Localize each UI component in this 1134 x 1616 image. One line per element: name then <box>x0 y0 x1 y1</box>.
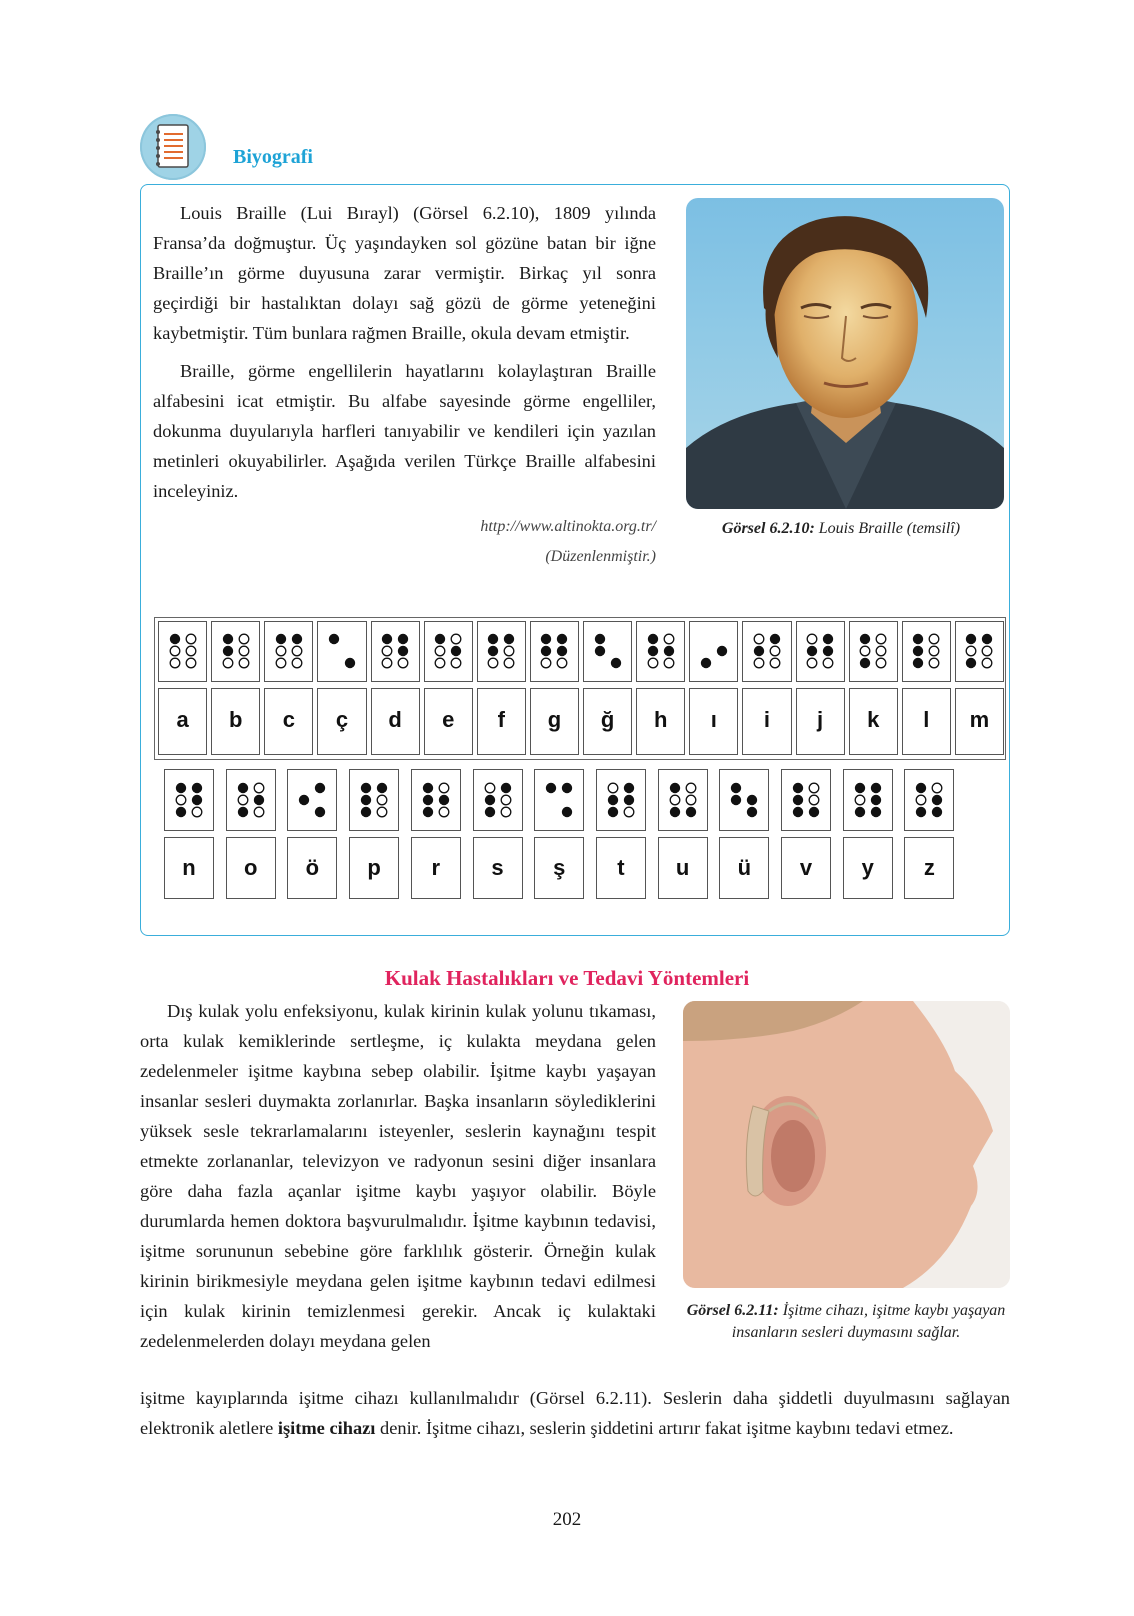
braille-cell <box>411 769 461 831</box>
braille-cell <box>534 769 584 831</box>
braille-cell <box>689 621 738 682</box>
braille-dot-empty <box>451 658 461 668</box>
braille-letter: b <box>228 707 243 732</box>
braille-dot-raised <box>731 783 741 793</box>
braille-letter: y <box>861 855 874 880</box>
braille-dot-raised <box>663 646 673 656</box>
braille-dot-empty <box>754 634 764 644</box>
braille-dot-raised <box>854 783 864 793</box>
braille-dots <box>325 631 361 673</box>
braille-letter-cell <box>534 837 584 899</box>
braille-dot-empty <box>223 658 233 668</box>
braille-letter: z <box>923 855 935 880</box>
braille-dot-raised <box>701 658 711 668</box>
braille-cell <box>287 769 337 831</box>
braille-dot-raised <box>345 658 355 668</box>
braille-letter-cell <box>287 837 337 899</box>
braille-cell <box>781 769 831 831</box>
braille-letter: n <box>182 855 196 880</box>
braille-letter-cell <box>349 837 399 899</box>
braille-dot-empty <box>170 658 180 668</box>
braille-dots <box>166 631 202 673</box>
braille-letter: t <box>617 855 625 880</box>
braille-dot-empty <box>176 795 186 805</box>
braille-dot-empty <box>254 783 264 793</box>
braille-dot-raised <box>594 646 604 656</box>
braille-cell <box>424 621 473 682</box>
braille-letter: ı <box>710 707 717 732</box>
braille-dot-raised <box>916 783 926 793</box>
braille-dot-raised <box>361 807 371 817</box>
braille-letter: r <box>431 855 441 880</box>
braille-cell <box>902 621 951 682</box>
braille-dot-raised <box>222 646 232 656</box>
braille-dot-raised <box>793 783 803 793</box>
braille-dot-raised <box>435 634 445 644</box>
braille-letter-cell <box>411 837 461 899</box>
braille-letter: j <box>817 707 824 732</box>
braille-cell <box>596 769 646 831</box>
braille-letter-cell <box>781 837 831 899</box>
braille-dot-raised <box>966 658 976 668</box>
braille-letter: m <box>969 707 990 732</box>
braille-dot-raised <box>854 807 864 817</box>
braille-dot-raised <box>647 634 657 644</box>
braille-letter-cell <box>843 837 893 899</box>
braille-dot-empty <box>558 658 568 668</box>
braille-dots <box>750 631 786 673</box>
braille-dot-empty <box>439 783 449 793</box>
braille-dot-raised <box>932 807 942 817</box>
braille-letter: i <box>763 707 770 732</box>
braille-dot-raised <box>860 658 870 668</box>
braille-dot-empty <box>505 646 515 656</box>
braille-cell <box>843 769 893 831</box>
braille-dots <box>219 631 255 673</box>
braille-dot-raised <box>562 783 572 793</box>
braille-dots <box>727 780 763 822</box>
section-title: Kulak Hastalıkları ve Tedavi Yöntemleri <box>384 966 750 990</box>
braille-dot-raised <box>610 658 620 668</box>
braille-dot-empty <box>239 634 249 644</box>
braille-dot-raised <box>398 634 408 644</box>
braille-row-1 <box>154 617 1006 760</box>
braille-dot-empty <box>770 658 780 668</box>
braille-dot-raised <box>966 634 976 644</box>
braille-dot-empty <box>807 658 817 668</box>
braille-dot-raised <box>669 807 679 817</box>
braille-dot-empty <box>876 634 886 644</box>
braille-cell <box>164 769 214 831</box>
braille-letter: l <box>923 707 930 732</box>
braille-dot-empty <box>823 658 833 668</box>
braille-dot-raised <box>541 634 551 644</box>
braille-cell <box>636 621 685 682</box>
braille-letter: e <box>442 707 455 732</box>
braille-dot-raised <box>237 783 247 793</box>
braille-dots <box>789 780 825 822</box>
braille-letter-cell <box>317 688 366 755</box>
braille-cell <box>226 769 276 831</box>
braille-dot-raised <box>608 795 618 805</box>
braille-dot-raised <box>329 634 339 644</box>
braille-dots <box>909 631 945 673</box>
braille-dot-raised <box>484 795 494 805</box>
braille-dot-empty <box>439 807 449 817</box>
braille-dot-raised <box>793 795 803 805</box>
braille-letter-cell <box>371 688 420 755</box>
braille-dot-raised <box>276 634 286 644</box>
braille-dot-raised <box>488 646 498 656</box>
source-url: http://www.altinokta.org.tr/ <box>480 518 656 535</box>
braille-dot-raised <box>382 634 392 644</box>
braille-dots <box>542 780 578 822</box>
braille-dot-empty <box>398 658 408 668</box>
braille-dot-empty <box>876 658 886 668</box>
braille-dot-raised <box>916 807 926 817</box>
braille-letter: ü <box>737 855 752 880</box>
braille-dot-raised <box>608 807 618 817</box>
braille-dot-raised <box>647 646 657 656</box>
braille-dots <box>234 780 270 822</box>
braille-letter-cell <box>583 688 632 755</box>
braille-dot-raised <box>192 783 202 793</box>
braille-letter: ş <box>553 855 566 880</box>
braille-letter: f <box>497 707 505 732</box>
braille-cell <box>849 621 898 682</box>
braille-dots <box>378 631 414 673</box>
braille-letter: s <box>491 855 504 880</box>
braille-dot-raised <box>500 783 510 793</box>
braille-dot-raised <box>546 783 556 793</box>
braille-dot-raised <box>823 646 833 656</box>
braille-dots <box>481 780 517 822</box>
braille-letter-cell <box>849 688 898 755</box>
braille-cell <box>583 621 632 682</box>
braille-dot-empty <box>930 658 940 668</box>
braille-dots <box>856 631 892 673</box>
braille-dots <box>697 631 733 673</box>
braille-row-2 <box>154 769 1006 899</box>
braille-letter: ç <box>335 707 349 732</box>
braille-dot-raised <box>557 646 567 656</box>
braille-letter: ö <box>305 855 320 880</box>
braille-dot-empty <box>505 658 515 668</box>
braille-cell <box>796 621 845 682</box>
braille-dot-raised <box>423 807 433 817</box>
braille-dots <box>644 631 680 673</box>
braille-dot-empty <box>933 783 943 793</box>
braille-dot-empty <box>292 646 302 656</box>
braille-dot-raised <box>913 658 923 668</box>
braille-dot-empty <box>664 634 674 644</box>
braille-letter-cell <box>226 837 276 899</box>
page-number: 202 <box>552 1509 582 1530</box>
braille-dot-empty <box>435 658 445 668</box>
braille-dot-empty <box>608 783 618 793</box>
braille-letter-cell <box>796 688 845 755</box>
braille-dot-raised <box>451 646 461 656</box>
braille-dot-empty <box>276 646 286 656</box>
braille-letter: d <box>388 707 402 732</box>
braille-letter-cell <box>164 837 214 899</box>
braille-dot-raised <box>292 634 302 644</box>
braille-dots <box>484 631 520 673</box>
braille-cell <box>742 621 791 682</box>
braille-dot-empty <box>670 795 680 805</box>
braille-dot-raised <box>932 795 942 805</box>
braille-dot-raised <box>299 795 309 805</box>
braille-dot-empty <box>770 646 780 656</box>
braille-dot-raised <box>504 634 514 644</box>
braille-letter-cell <box>264 688 313 755</box>
braille-letter: k <box>867 707 880 732</box>
braille-dot-raised <box>377 783 387 793</box>
braille-cell <box>719 769 769 831</box>
braille-dots <box>537 631 573 673</box>
braille-dot-empty <box>451 634 461 644</box>
braille-dot-raised <box>807 646 817 656</box>
braille-dot-raised <box>423 783 433 793</box>
braille-dot-empty <box>860 646 870 656</box>
braille-dot-empty <box>192 807 202 817</box>
braille-letter-cell <box>658 837 708 899</box>
hearing-aid-caption: Görsel 6.2.11: İşitme cihazı, işitme kaybı yaşayan insanların sesleri duymasını sağlar. <box>686 1302 1006 1341</box>
braille-dots <box>419 780 455 822</box>
braille-dot-empty <box>170 646 180 656</box>
braille-dot-raised <box>823 634 833 644</box>
braille-dot-raised <box>731 795 741 805</box>
braille-dot-raised <box>754 646 764 656</box>
braille-letter-cell <box>530 688 579 755</box>
braille-cell <box>955 621 1004 682</box>
braille-dot-raised <box>624 783 634 793</box>
braille-dot-raised <box>669 783 679 793</box>
braille-dot-empty <box>435 646 445 656</box>
braille-dot-empty <box>377 795 387 805</box>
biography-paragraph-1: Louis Braille (Lui Bırayl) (Görsel 6.2.10), 1809 yılında Fransa’da doğmuştur. Üç yaşındayken sol gözüne batan bir iğne Braille’ın görme duyusuna zarar vermiştir. Birkaç yıl sonra geçirdiği bir hastalıktan dolayı sağ gözü de görme yeteneğini kaybetmiştir. Tüm bunlara rağmen Braille, okula devam etmiştir. <box>153 203 656 343</box>
braille-cell <box>264 621 313 682</box>
braille-dot-empty <box>186 658 196 668</box>
braille-dot-raised <box>913 646 923 656</box>
source-note: (Düzenlenmiştir.) <box>545 548 656 565</box>
braille-letter: o <box>243 855 258 880</box>
braille-dot-empty <box>238 795 248 805</box>
braille-cell <box>658 769 708 831</box>
braille-dot-raised <box>747 795 757 805</box>
braille-dot-empty <box>855 795 865 805</box>
biography-text <box>153 198 656 506</box>
braille-letter: c <box>282 707 295 732</box>
braille-dot-raised <box>541 646 551 656</box>
braille-dot-empty <box>917 795 927 805</box>
braille-dots <box>357 780 393 822</box>
braille-letter: p <box>367 855 381 880</box>
braille-letter-cell <box>742 688 791 755</box>
braille-letter: v <box>799 855 813 880</box>
braille-dot-empty <box>292 658 302 668</box>
braille-dot-raised <box>398 646 408 656</box>
braille-dot-empty <box>485 783 495 793</box>
braille-dot-empty <box>382 646 392 656</box>
braille-dot-empty <box>686 795 696 805</box>
braille-dot-raised <box>913 634 923 644</box>
braille-cell <box>371 621 420 682</box>
braille-letter-cell <box>211 688 260 755</box>
braille-letter-cell <box>902 688 951 755</box>
braille-dots <box>272 631 308 673</box>
braille-cell <box>158 621 207 682</box>
braille-cell <box>349 769 399 831</box>
braille-cell <box>317 621 366 682</box>
braille-dot-empty <box>930 634 940 644</box>
braille-dot-raised <box>315 783 325 793</box>
braille-dot-raised <box>484 807 494 817</box>
braille-dots <box>591 631 627 673</box>
braille-dot-empty <box>239 658 249 668</box>
braille-dot-raised <box>717 646 727 656</box>
braille-dot-empty <box>542 658 552 668</box>
braille-dot-empty <box>983 646 993 656</box>
braille-letter-cell <box>477 688 526 755</box>
braille-dot-empty <box>983 658 993 668</box>
braille-dot-empty <box>664 658 674 668</box>
braille-dots <box>851 780 887 822</box>
biography-title: Biyografi <box>233 146 313 168</box>
braille-dot-empty <box>254 807 264 817</box>
braille-dot-raised <box>870 795 880 805</box>
braille-letter: ğ <box>600 707 615 732</box>
braille-dot-empty <box>186 646 196 656</box>
braille-letter-cell <box>955 688 1004 755</box>
portrait-caption: Görsel 6.2.10: Louis Braille (temsilî) <box>721 520 961 537</box>
braille-dot-raised <box>169 634 179 644</box>
braille-cell <box>904 769 954 831</box>
braille-letter-cell <box>689 688 738 755</box>
braille-letter-cell <box>473 837 523 899</box>
braille-dot-raised <box>860 634 870 644</box>
braille-dots <box>803 631 839 673</box>
braille-dot-empty <box>501 795 511 805</box>
braille-dot-empty <box>648 658 658 668</box>
braille-letter-cell <box>636 688 685 755</box>
braille-dot-raised <box>222 634 232 644</box>
braille-cell <box>211 621 260 682</box>
braille-dot-raised <box>747 807 757 817</box>
braille-dot-raised <box>557 634 567 644</box>
braille-letter: g <box>547 707 562 732</box>
braille-dot-raised <box>770 634 780 644</box>
braille-dot-empty <box>501 807 511 817</box>
braille-dot-raised <box>423 795 433 805</box>
braille-dot-raised <box>793 807 803 817</box>
braille-letter-cell <box>158 688 207 755</box>
braille-dots <box>604 780 640 822</box>
braille-cell <box>477 621 526 682</box>
biography-paragraph-2: Braille, görme engellilerin hayatlarını kolaylaştıran Braille alfabesini icat etmiştir. Bu alfabe sayesinde görme engelliler, dokunma duyularıyla harfleri tanıyabilir ve kendileri için yazılan metinleri okuyabilirler. Aşağıda verilen Türkçe Braille alfabesini inceleyiniz. <box>153 361 656 501</box>
braille-dot-empty <box>754 658 764 668</box>
braille-dot-raised <box>562 807 572 817</box>
braille-letter: h <box>653 707 668 732</box>
braille-dot-raised <box>870 807 880 817</box>
braille-dots <box>431 631 467 673</box>
hearing-aid-photo <box>683 1001 1010 1288</box>
bold-term: işitme cihazı <box>277 1418 376 1438</box>
braille-dot-raised <box>809 807 819 817</box>
braille-dot-raised <box>253 795 263 805</box>
braille-dot-raised <box>488 634 498 644</box>
braille-dot-empty <box>382 658 392 668</box>
braille-dot-raised <box>439 795 449 805</box>
braille-dot-raised <box>192 795 202 805</box>
braille-dot-raised <box>624 795 634 805</box>
ear-paragraph-continued: işitme kayıplarında işitme cihazı kullanılmalıdır (Görsel 6.2.11). Seslerin daha şiddetli duyulmasını sağlayan elektronik aletlere işitme cihazı denir. İşitme cihazı, seslerin şiddetini artırır fakat işitme kaybını tedavi etmez. <box>140 1388 1010 1438</box>
braille-dot-empty <box>876 646 886 656</box>
braille-letter-cell <box>904 837 954 899</box>
braille-dot-raised <box>176 783 186 793</box>
braille-dot-raised <box>176 807 186 817</box>
braille-dots <box>295 780 331 822</box>
braille-dot-empty <box>809 783 819 793</box>
braille-dot-raised <box>315 807 325 817</box>
braille-dot-raised <box>237 807 247 817</box>
braille-letter-cell <box>424 688 473 755</box>
braille-dot-empty <box>489 658 499 668</box>
braille-dots <box>962 631 998 673</box>
braille-cell <box>530 621 579 682</box>
braille-letter-cell <box>719 837 769 899</box>
braille-dot-empty <box>930 646 940 656</box>
braille-dot-empty <box>377 807 387 817</box>
braille-dot-empty <box>239 646 249 656</box>
braille-dot-raised <box>685 807 695 817</box>
braille-dots <box>666 780 702 822</box>
notebook-icon <box>140 114 206 180</box>
braille-letter: u <box>675 855 690 880</box>
braille-dot-empty <box>624 807 634 817</box>
braille-dot-raised <box>594 634 604 644</box>
braille-dot-empty <box>276 658 286 668</box>
braille-dot-raised <box>982 634 992 644</box>
braille-dot-empty <box>186 634 196 644</box>
braille-dots <box>172 780 208 822</box>
braille-dot-raised <box>361 783 371 793</box>
braille-letter: a <box>176 707 189 732</box>
braille-dot-empty <box>967 646 977 656</box>
braille-dot-empty <box>809 795 819 805</box>
louis-braille-portrait <box>686 198 1004 509</box>
braille-dot-empty <box>807 634 817 644</box>
braille-dots <box>912 780 948 822</box>
braille-letter-cell <box>596 837 646 899</box>
braille-dot-raised <box>870 783 880 793</box>
braille-dot-empty <box>686 783 696 793</box>
ear-paragraph: Dış kulak yolu enfeksiyonu, kulak kirinin kulak yolunu tıkaması, orta kulak kemiklerinde sertleşme, iç kulakta meydana gelen zedelenmeler işitme kaybına sebep olabilir. İşitme kaybı yaşayan insanlar sesleri duymakta zorlanırlar. Başka insanların söylediklerini yüksek sesle tekrarlamalarını isteyenler, seslerin kaynağını tespit etmekte zorlananlar, televizyon ve radyonun sesini diğer insanlara göre daha fazla açanlar işitme kaybı yaşıyor olabilir. Böyle durumlarda hemen doktora başvurulmalıdır. İşitme kaybının tedavisi, işitme sorununun sebebine göre farklılık gösterir. Örneğin kulak kirinin birikmesiyle meydana gelen işitme kaybının tedavi edilmesi için kulak kirinin temizlenmesi gerekir. Ancak iç kulaktaki zedelenmelerden dolayı meydana gelen <box>140 1001 656 1351</box>
braille-cell <box>473 769 523 831</box>
braille-dot-raised <box>361 795 371 805</box>
